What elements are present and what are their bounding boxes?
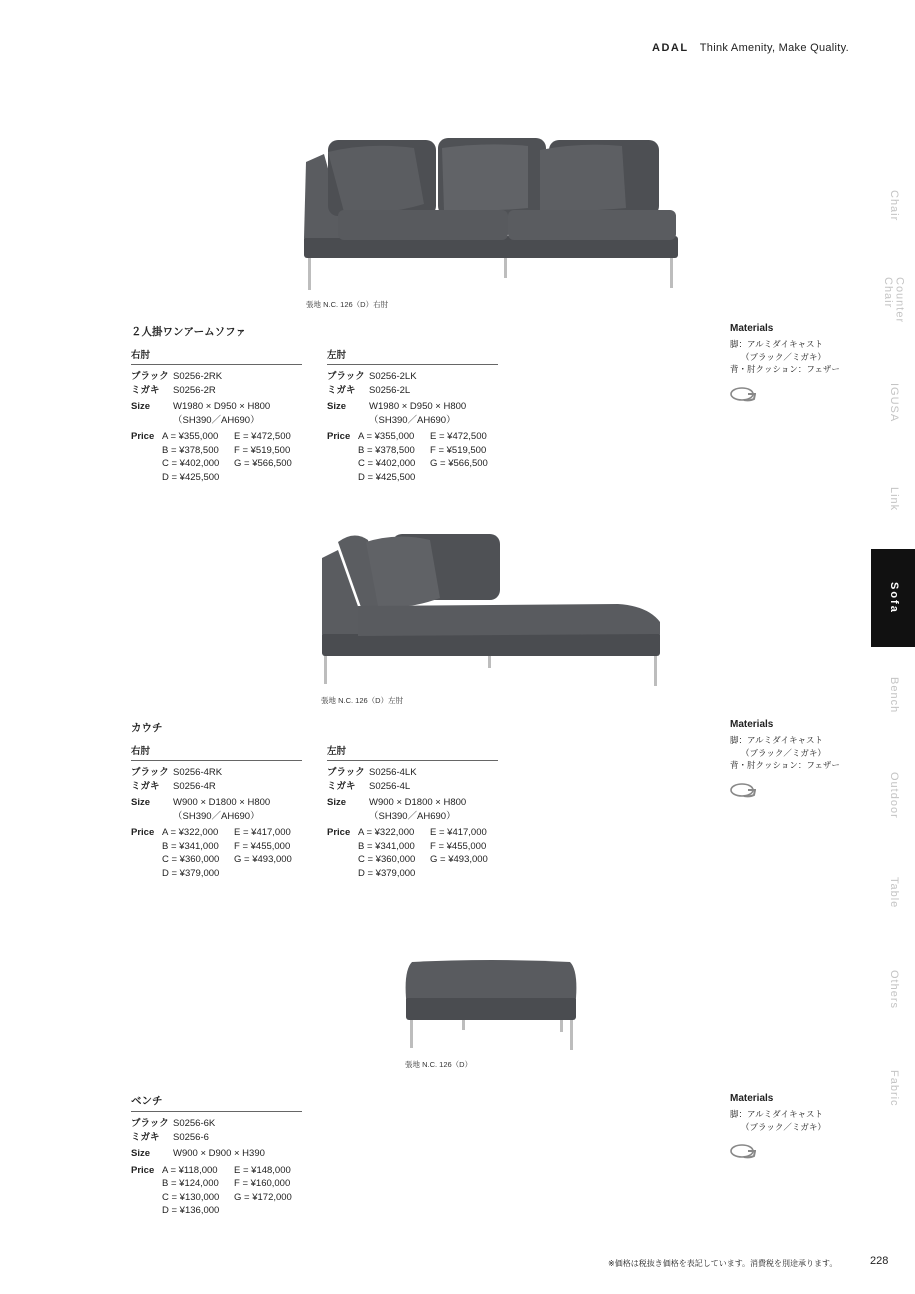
tab-label: IGUSA — [887, 383, 900, 423]
price: E = ¥472,500 — [430, 431, 487, 442]
price-grid — [162, 826, 302, 880]
price: E = ¥417,000 — [430, 827, 487, 838]
materials-block — [730, 719, 850, 801]
spec-value: S0256-4LK — [369, 767, 417, 778]
tab-counter-chair[interactable] — [871, 253, 915, 351]
spec-label: Size — [327, 401, 347, 412]
tab-label: Link — [887, 486, 900, 512]
price: D = ¥425,500 — [162, 471, 220, 483]
price: D = ¥136,000 — [162, 1205, 220, 1216]
price — [234, 867, 302, 881]
price — [430, 867, 498, 881]
materials-block — [730, 1093, 850, 1162]
price: F = ¥160,000 — [234, 1178, 291, 1189]
spec-column-left-arm — [327, 743, 498, 880]
tab-label: Chair — [887, 190, 900, 222]
spec-value: S0256-2L — [369, 384, 411, 396]
price: G = ¥566,500 — [234, 458, 292, 469]
tax-footnote: ※価格は税抜き価格を表記しています。消費税を別途承ります。 — [608, 1259, 838, 1268]
price: D = ¥379,000 — [358, 867, 416, 879]
spec-value: W1980 × D950 × H800 — [369, 401, 467, 412]
product-title: カウチ — [131, 722, 163, 734]
image-caption: 張地 N.C. 126（D）右肘 — [306, 300, 389, 309]
tab-label: Fabric — [887, 1069, 900, 1107]
page-number: 228 — [870, 1255, 889, 1267]
tab-label: Table — [887, 877, 900, 909]
bench-image — [402, 958, 580, 1053]
spec-value: S0256-6 — [173, 1131, 209, 1143]
price: E = ¥417,000 — [234, 827, 291, 838]
spec-label: Price — [131, 1164, 155, 1176]
price: B = ¥378,500 — [162, 444, 219, 456]
price: A = ¥322,000 — [358, 827, 415, 838]
tab-outdoor[interactable] — [871, 746, 915, 844]
price — [234, 471, 302, 485]
spec-label: Size — [131, 797, 151, 808]
spec-label: ミガキ — [131, 1131, 160, 1143]
spec-value: S0256-4R — [173, 780, 216, 792]
price: B = ¥341,000 — [358, 840, 415, 852]
category-tabs — [871, 150, 915, 1150]
spec-value: （SH390／AH690） — [173, 414, 260, 426]
spec-label: ブラック — [327, 371, 365, 382]
price — [234, 1204, 302, 1218]
spec-column-right-arm — [131, 743, 302, 880]
spec-value: S0256-4L — [369, 780, 411, 792]
image-caption: 張地 N.C. 126（D） — [405, 1060, 473, 1069]
materials-line: 背・肘クッション：フェザー — [730, 760, 840, 770]
price: A = ¥355,000 — [358, 431, 415, 442]
spec-label: ミガキ — [327, 384, 356, 396]
price: A = ¥322,000 — [162, 827, 219, 838]
price: A = ¥118,000 — [162, 1164, 218, 1176]
materials-line: 背・肘クッション：フェザー — [730, 364, 840, 374]
g-mark-icon — [730, 1143, 756, 1159]
price: A = ¥355,000 — [162, 431, 219, 442]
spec-label: ブラック — [131, 371, 169, 382]
materials-line: （ブラック／ミガキ） — [741, 351, 826, 362]
spec-column-bench — [131, 1093, 302, 1218]
tab-others[interactable] — [871, 941, 915, 1039]
column-head: 右肘 — [131, 743, 302, 761]
spec-label: Price — [131, 431, 155, 442]
price: B = ¥341,000 — [162, 840, 219, 852]
price: F = ¥519,500 — [234, 444, 291, 456]
price — [430, 471, 498, 485]
materials-line: 脚：アルミダイキャスト — [730, 735, 823, 745]
materials-head: Materials — [730, 719, 774, 730]
spec-value: （SH390／AH690） — [369, 810, 456, 822]
price-grid — [358, 430, 498, 484]
spec-column-right-arm — [131, 347, 302, 484]
price: C = ¥402,000 — [358, 458, 416, 469]
spec-label: ミガキ — [131, 384, 160, 396]
spec-value: S0256-6K — [173, 1118, 216, 1129]
tab-label: Counter Chair — [882, 277, 906, 324]
column-head: 左肘 — [327, 743, 498, 761]
tab-sofa[interactable] — [871, 549, 915, 647]
price: G = ¥172,000 — [234, 1191, 292, 1203]
g-mark-icon — [730, 386, 756, 402]
column-head: 左肘 — [327, 347, 498, 365]
price: E = ¥472,500 — [234, 431, 291, 442]
brand-name: ADAL — [652, 42, 689, 54]
materials-head: Materials — [730, 323, 774, 334]
product-title: ２人掛ワンアームソファ — [131, 326, 246, 338]
materials-head: Materials — [730, 1093, 774, 1104]
price: C = ¥360,000 — [358, 854, 416, 865]
price: C = ¥360,000 — [162, 854, 220, 865]
spec-column-left-arm — [327, 347, 498, 484]
tab-igusa[interactable] — [871, 354, 915, 452]
spec-label: Size — [131, 1148, 151, 1159]
price: F = ¥519,500 — [430, 444, 487, 456]
price: C = ¥402,000 — [162, 458, 220, 469]
tab-link[interactable] — [871, 450, 915, 548]
price: B = ¥378,500 — [358, 444, 415, 456]
price: D = ¥379,000 — [162, 867, 220, 879]
spec-label: Price — [327, 431, 351, 442]
materials-line: 脚：アルミダイキャスト — [730, 1109, 823, 1119]
product-title: ベンチ — [131, 1093, 302, 1112]
spec-label: Price — [327, 827, 351, 838]
price-grid — [162, 1164, 302, 1218]
spec-value: W1980 × D950 × H800 — [173, 401, 271, 412]
price: C = ¥130,000 — [162, 1191, 220, 1203]
price: G = ¥493,000 — [430, 854, 488, 865]
g-mark-icon — [730, 782, 756, 798]
spec-value: S0256-2R — [173, 384, 216, 396]
materials-block — [730, 323, 850, 405]
price: F = ¥455,000 — [430, 840, 487, 852]
price: E = ¥148,000 — [234, 1164, 291, 1176]
spec-label: Size — [131, 401, 151, 412]
price: D = ¥425,500 — [358, 471, 416, 483]
spec-value: W900 × D1800 × H800 — [173, 797, 271, 808]
spec-label: ミガキ — [131, 780, 160, 792]
spec-value: W900 × D900 × H390 — [173, 1148, 265, 1159]
spec-label: ミガキ — [327, 780, 356, 792]
spec-label: Price — [131, 827, 155, 838]
tab-label: Outdoor — [887, 771, 900, 819]
tab-fabric[interactable] — [871, 1039, 915, 1137]
tab-bench[interactable] — [871, 646, 915, 744]
tab-label: Others — [887, 970, 900, 1010]
materials-line: （ブラック／ミガキ） — [741, 747, 826, 758]
price-grid — [162, 430, 302, 484]
tab-table[interactable] — [871, 844, 915, 942]
spec-value: S0256-2RK — [173, 371, 223, 382]
brand-header — [652, 42, 849, 54]
image-caption: 張地 N.C. 126（D）左肘 — [321, 696, 404, 705]
spec-value: W900 × D1800 × H800 — [369, 797, 467, 808]
spec-value: （SH390／AH690） — [173, 810, 260, 822]
spec-value: S0256-4RK — [173, 767, 223, 778]
one-arm-sofa-image — [300, 132, 685, 294]
materials-line: （ブラック／ミガキ） — [741, 1121, 826, 1132]
brand-tagline: Think Amenity, Make Quality. — [699, 42, 849, 54]
materials-line: 脚：アルミダイキャスト — [730, 339, 823, 349]
price: F = ¥455,000 — [234, 840, 291, 852]
tab-label: Bench — [887, 676, 900, 714]
spec-value: S0256-2LK — [369, 371, 417, 382]
price: G = ¥566,500 — [430, 458, 488, 469]
column-head: 右肘 — [131, 347, 302, 365]
spec-label: ブラック — [327, 767, 365, 778]
tab-label: Sofa — [887, 582, 900, 614]
price: G = ¥493,000 — [234, 854, 292, 865]
price: B = ¥124,000 — [162, 1178, 219, 1189]
spec-label: ブラック — [131, 1118, 169, 1129]
couch-image — [318, 530, 663, 690]
spec-value: （SH390／AH690） — [369, 414, 456, 426]
spec-label: ブラック — [131, 767, 169, 778]
spec-label: Size — [327, 797, 347, 808]
tab-chair[interactable] — [871, 157, 915, 255]
price-grid — [358, 826, 498, 880]
